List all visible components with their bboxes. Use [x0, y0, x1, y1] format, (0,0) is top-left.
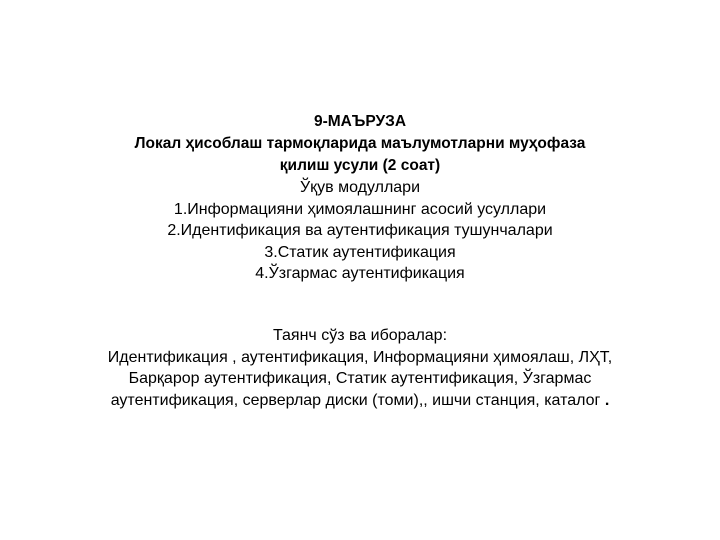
keywords-line-3-text: аутентификация, серверлар диски (томи),, ишчи станция, каталог — [110, 391, 605, 409]
module-item-1: 1.Информацияни ҳимоялашнинг асосий усуллари — [173, 200, 547, 218]
keywords-line-1: Идентификация , аутентификация, Информацияни ҳимоялаш, ЛҲТ, — [107, 348, 613, 366]
lecture-topic-line-1: Локал ҳисоблаш тармоқларида маълумотларни муҳофаза — [134, 135, 586, 152]
keywords-line-3 — [60, 390, 660, 412]
lecture-number-title: 9-МАЪРУЗА — [313, 113, 407, 130]
lecture-header — [60, 111, 660, 285]
module-item-3: 3.Статик аутентификация — [264, 243, 456, 261]
keywords-heading: Таянч сўз ва иборалар: — [272, 327, 448, 344]
module-item-2: 2.Идентификация ва аутентификация тушунчалари — [167, 222, 553, 239]
keywords-section — [60, 325, 660, 411]
lecture-topic-line-2: қилиш усули (2 соат) — [279, 157, 441, 174]
module-item-4: 4.Ўзгармас аутентификация — [255, 265, 465, 282]
keywords-line-2: Барқарор аутентификация, Статик аутентификация, Ўзгармас — [128, 370, 592, 387]
modules-heading: Ўқув модуллари — [299, 179, 421, 196]
keywords-final-period: . — [604, 391, 610, 409]
